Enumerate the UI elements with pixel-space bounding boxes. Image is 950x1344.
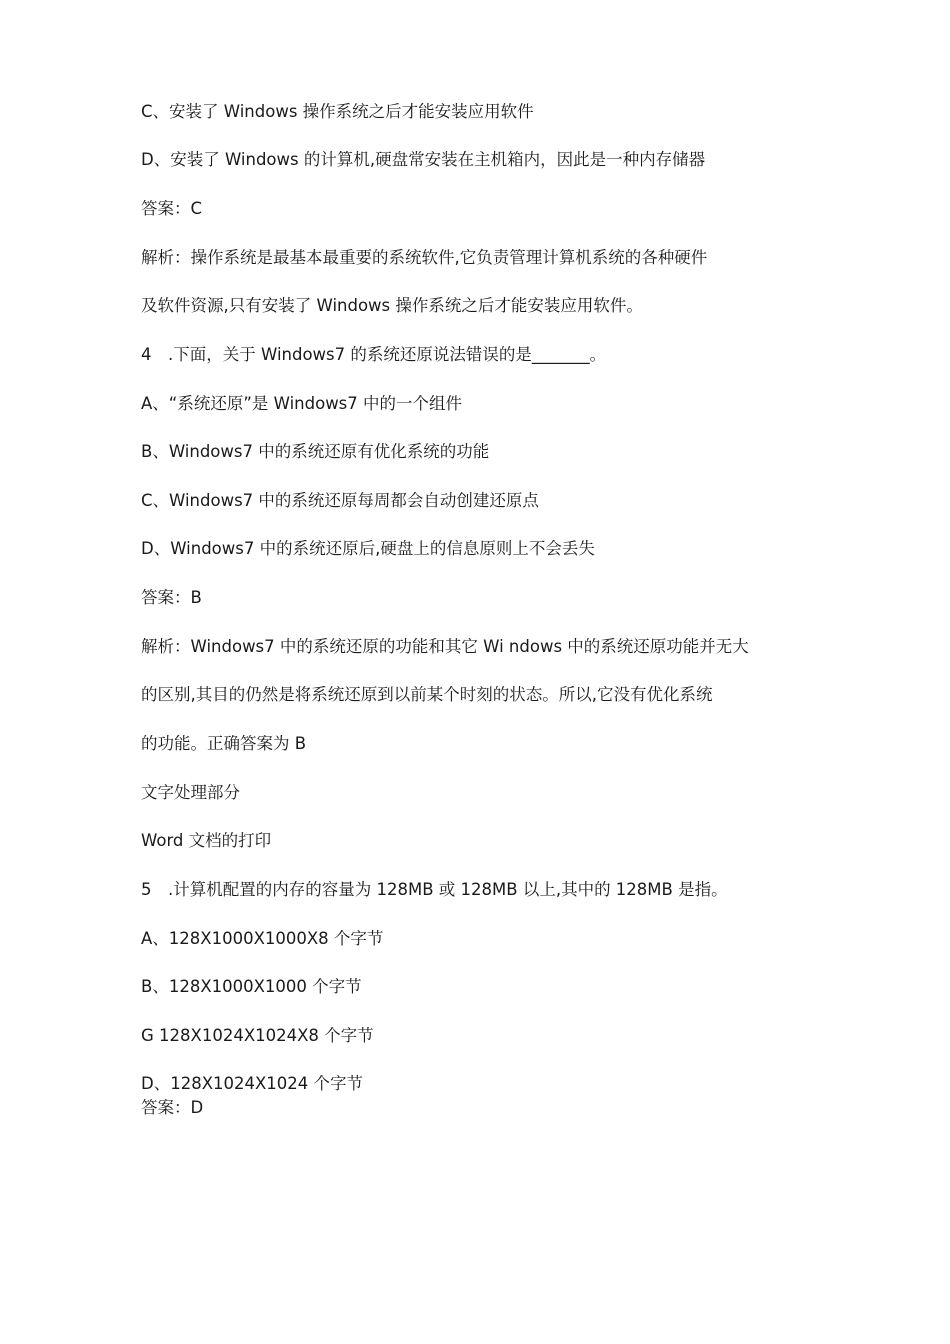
subsection-heading: Word 文档的打印: [141, 831, 272, 850]
option-c-line: C、安装了 Windows 操作系统之后才能安装应用软件: [141, 102, 534, 121]
option-c-line: C、Windows7 中的系统还原每周都会自动创建还原点: [141, 491, 539, 510]
question-5-line: 5 .计算机配置的内存的容量为 128MB 或 128MB 以上,其中的 128MB 是指。: [141, 880, 728, 899]
answer-line: 答案：C: [141, 199, 203, 218]
explanation-line: 解析：Windows7 中的系统还原的功能和其它 Wi ndows 中的系统还原功能并无大: [141, 637, 749, 656]
option-d-line: D、安装了 Windows 的计算机,硬盘常安装在主机箱内，因此是一种内存储器: [141, 150, 706, 169]
explanation-line-continued: 及软件资源,只有安装了 Windows 操作系统之后才能安装应用软件。: [141, 296, 643, 315]
answer-line: 答案：B: [141, 588, 202, 607]
option-d-line: D、Windows7 中的系统还原后,硬盘上的信息原则上不会丢失: [141, 539, 595, 558]
explanation-line: 解析：操作系统是最基本最重要的系统软件,它负责管理计算机系统的各种硬件: [141, 248, 708, 267]
option-d-line: D、128X1024X1024 个字节: [141, 1074, 364, 1093]
option-c-line: G 128X1024X1024X8 个字节: [141, 1026, 374, 1045]
section-heading: 文字处理部分: [141, 783, 240, 802]
option-a-line: A、128X1000X1000X8 个字节: [141, 929, 384, 948]
answer-line: 答案：D: [141, 1098, 204, 1117]
option-a-line: A、“系统还原”是 Windows7 中的一个组件: [141, 394, 463, 413]
option-b-line: B、128X1000X1000 个字节: [141, 977, 362, 996]
explanation-line-continued: 的区别,其目的仍然是将系统还原到以前某个时刻的状态。所以,它没有优化系统: [141, 685, 713, 704]
question-4-line: 4 .下面，关于 Windows7 的系统还原说法错误的是_______。: [141, 345, 607, 364]
explanation-line-end: 的功能。正确答案为 B: [141, 734, 307, 753]
option-b-line: B、Windows7 中的系统还原有优化系统的功能: [141, 442, 490, 461]
